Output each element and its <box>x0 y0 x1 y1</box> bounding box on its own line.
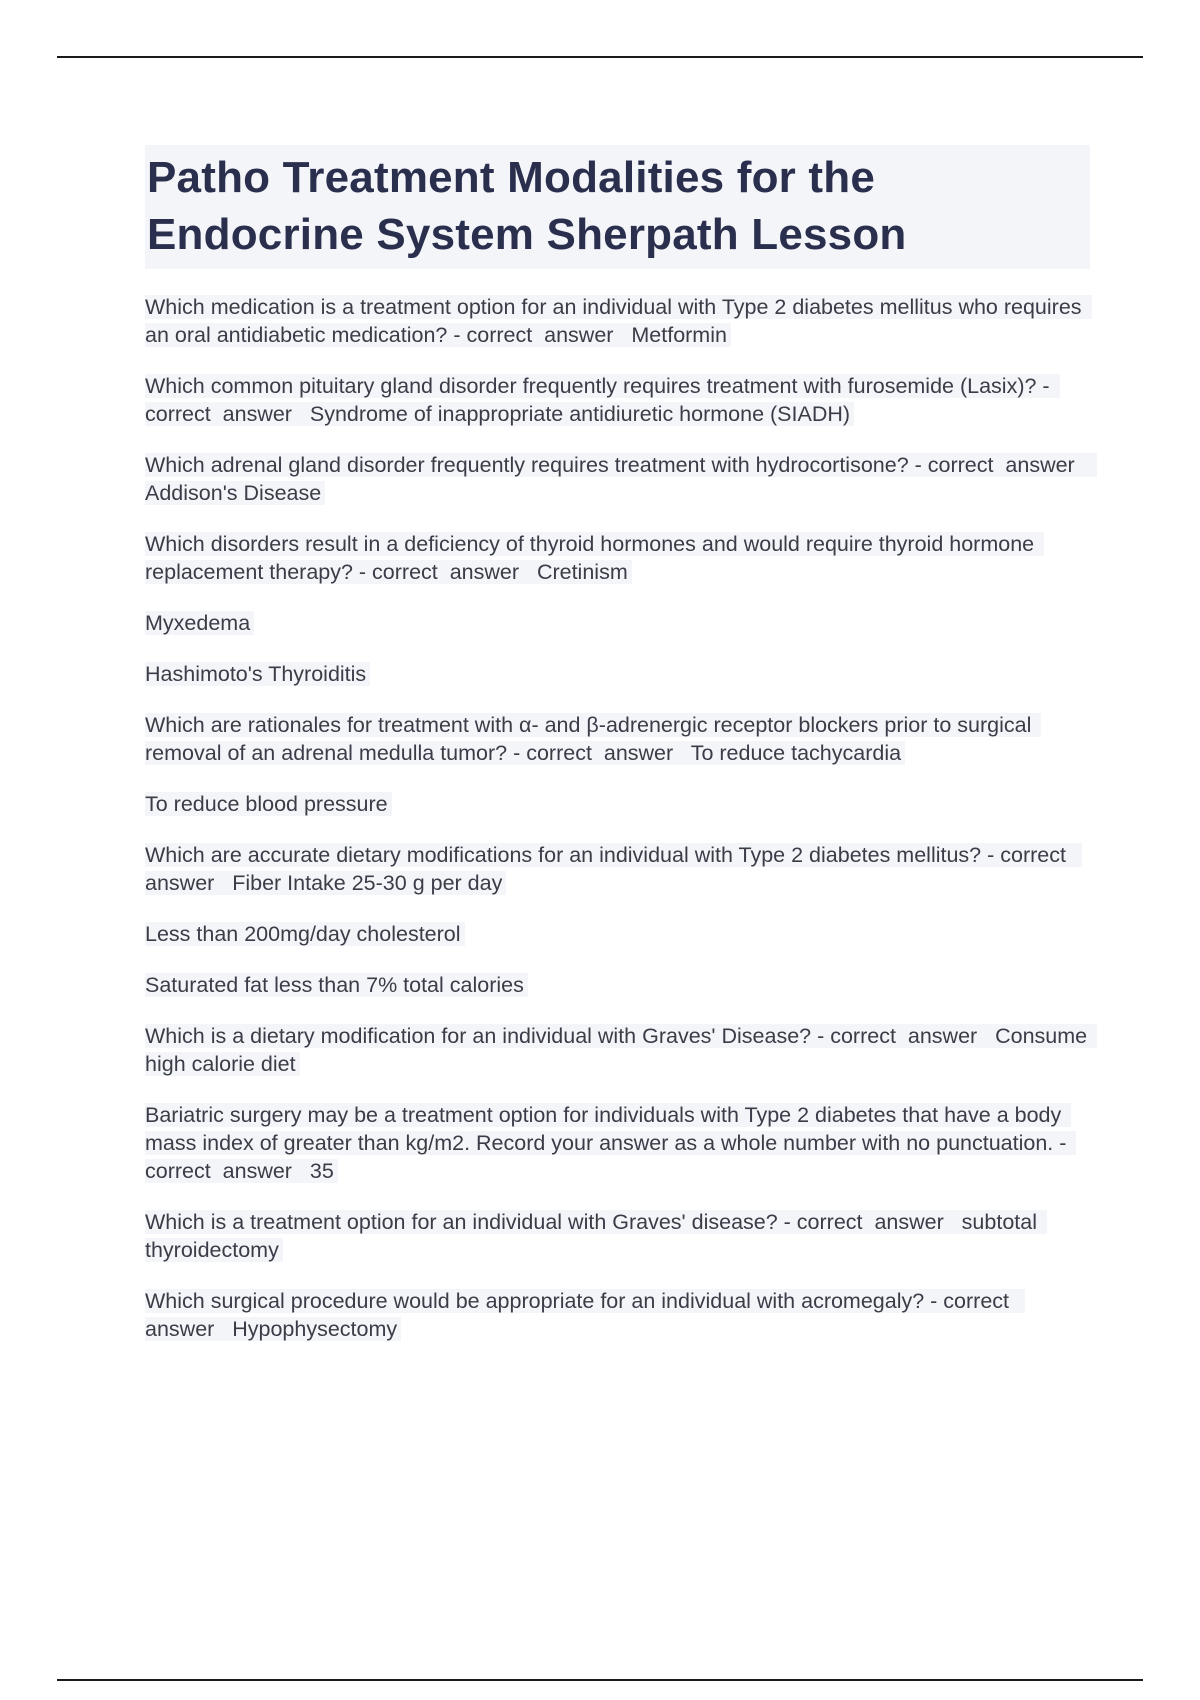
answer-continuation <box>145 971 1090 999</box>
qa-text: Saturated fat less than 7% total calories <box>145 973 528 997</box>
qa-paragraph <box>145 372 1090 428</box>
qa-text: Hashimoto's Thyroiditis <box>145 662 370 686</box>
qa-text: Which disorders result in a deficiency of thyroid hormones and would require thyroid hormone replacement therapy? - correct answer Cretinism <box>145 532 1044 584</box>
qa-paragraph <box>145 530 1090 586</box>
top-rule <box>57 56 1143 58</box>
qa-text: Which is a treatment option for an individual with Graves' disease? - correct answer subtotal thyroidectomy <box>145 1210 1047 1262</box>
qa-paragraph <box>145 451 1093 507</box>
answer-continuation <box>145 609 1090 637</box>
title-line-1: Patho Treatment Modalities for the <box>147 153 876 202</box>
qa-text: To reduce blood pressure <box>145 792 392 816</box>
qa-paragraph <box>145 1208 1090 1264</box>
qa-text: Myxedema <box>145 611 254 635</box>
title-line-2: Endocrine System Sherpath Lesson <box>147 210 907 259</box>
answer-continuation <box>145 790 1090 818</box>
qa-paragraph <box>145 1101 1090 1185</box>
qa-text: Which common pituitary gland disorder frequently requires treatment with furosemide (Lasix)? - correct answer Syndrome of inappropriate antidiuretic hormone (SIADH) <box>145 374 1060 426</box>
qa-text: Which adrenal gland disorder frequently requires treatment with hydrocortisone? - correct answer Addison's Disease <box>145 453 1097 505</box>
qa-text: Which surgical procedure would be appropriate for an individual with acromegaly? - correct answer Hypophysectomy <box>145 1289 1025 1341</box>
document-title <box>145 145 1090 269</box>
qa-paragraph <box>145 841 1090 897</box>
bottom-rule <box>57 1679 1143 1681</box>
qa-paragraph <box>145 711 1090 767</box>
qa-text: Bariatric surgery may be a treatment option for individuals with Type 2 diabetes that have a body mass index of greater than kg/m2. Record your answer as a whole number with no punctuation. - correct answer 35 <box>145 1103 1076 1183</box>
qa-text: Which are rationales for treatment with α- and β-adrenergic receptor blockers prior to surgical removal of an adrenal medulla tumor? - correct answer To reduce tachycardia <box>145 713 1041 765</box>
answer-continuation <box>145 920 1090 948</box>
qa-text: Less than 200mg/day cholesterol <box>145 922 465 946</box>
qa-paragraph <box>145 1022 1094 1078</box>
answer-continuation <box>145 660 1090 688</box>
qa-paragraph <box>145 1287 1090 1343</box>
qa-text: Which medication is a treatment option for an individual with Type 2 diabetes mellitus who requires an oral antidiabetic medication? - correct answer Metformin <box>145 295 1092 347</box>
qa-text: Which is a dietary modification for an individual with Graves' Disease? - correct answer Consume high calorie diet <box>145 1024 1097 1076</box>
qa-paragraph <box>145 293 1090 349</box>
document-body <box>145 145 1094 1366</box>
qa-text: Which are accurate dietary modifications for an individual with Type 2 diabetes mellitus? - correct answer Fiber Intake 25-30 g per day <box>145 843 1082 895</box>
